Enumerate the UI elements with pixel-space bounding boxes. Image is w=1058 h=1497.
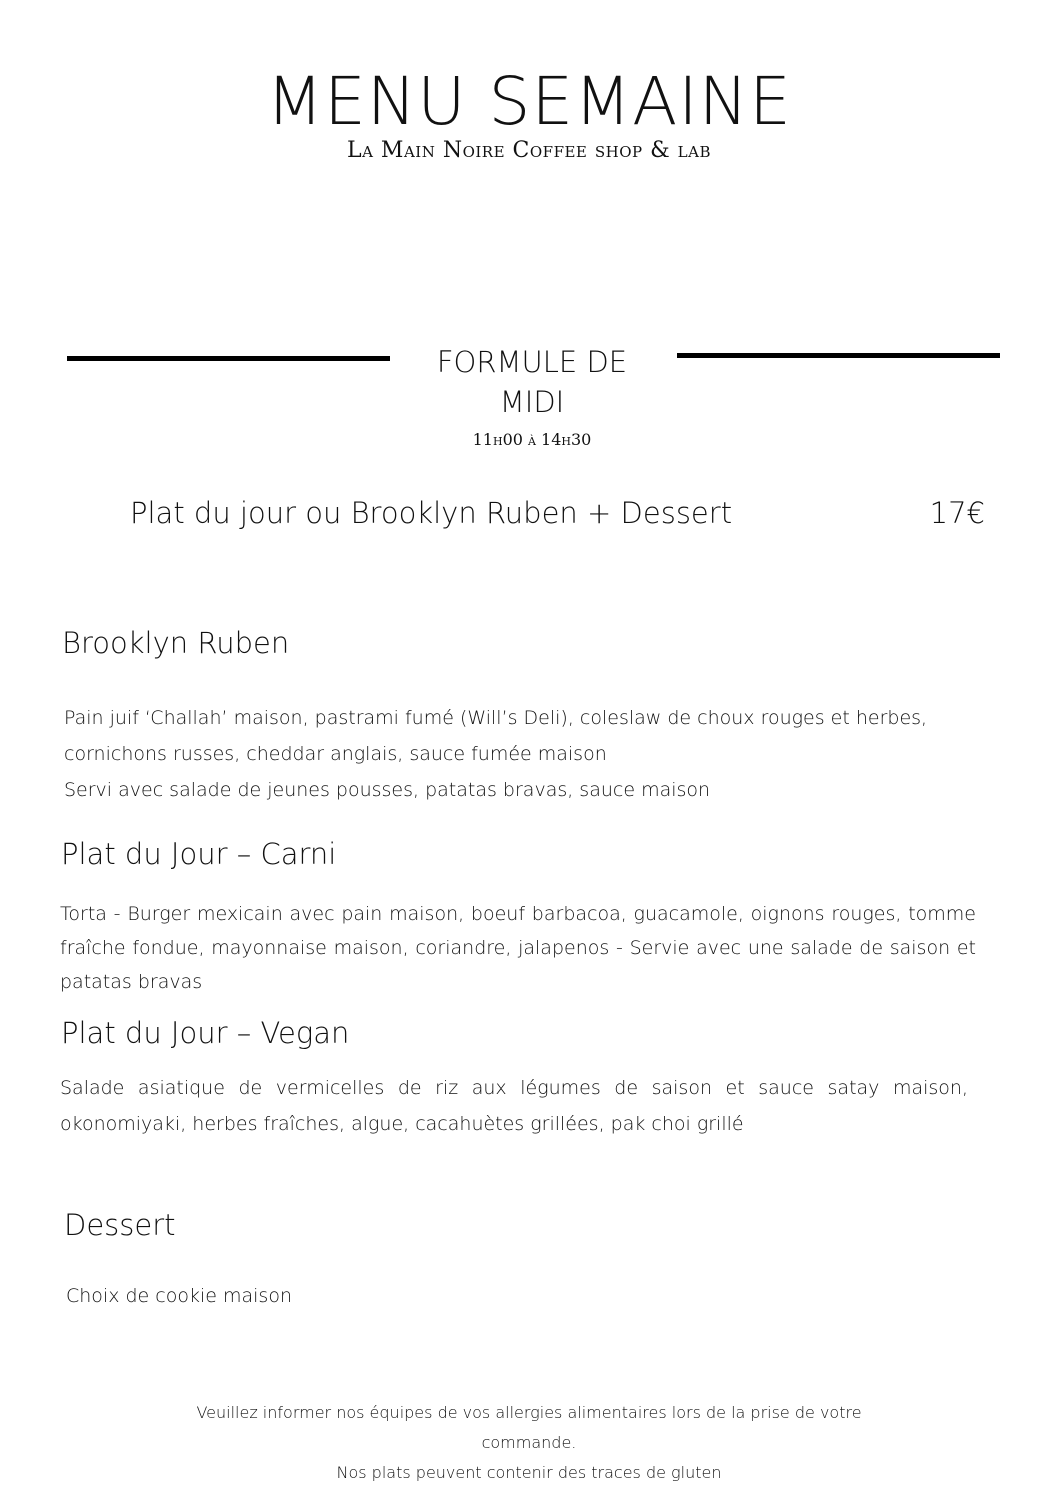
ruben-desc-line: cornichons russes, cheddar anglais, sauce fumée maison	[64, 743, 607, 765]
divider-left	[67, 356, 390, 361]
divider-right	[677, 353, 1000, 358]
page-title: MENU SEMAINE	[266, 63, 792, 140]
formule-title	[400, 342, 664, 422]
formule-hours: 11h00 à 14h30	[472, 430, 592, 449]
section-desc-carni: Torta - Burger mexicain avec pain maison, boeuf barbacoa, guacamole, oignons rouges, tomme fraîche fondue, mayonnaise maison, coriandre, jalapenos - Servie avec une salade de saison et patatas bravas	[60, 903, 976, 993]
offer-description: Plat du jour ou Brooklyn Ruben + Dessert	[130, 496, 733, 530]
section-desc-ruben	[64, 700, 994, 808]
section-title-carni: Plat du Jour – Carni	[61, 837, 337, 871]
allergy-notice	[150, 1398, 908, 1488]
section-title-ruben: Brooklyn Ruben	[62, 626, 290, 660]
section-desc-vegan: Salade asiatique de vermicelles de riz aux légumes de saison et sauce satay maison, okonomiyaki, herbes fraîches, algue, cacahuètes grillées, pak choi grillé	[60, 1077, 968, 1135]
gluten-notice: Nos plats peuvent contenir des traces de gluten	[336, 1463, 722, 1482]
page-subtitle: La Main Noire Coffee shop & lab	[346, 138, 712, 163]
ruben-desc-line: Pain juif ‘Challah’ maison, pastrami fumé (Will’s Deli), coleslaw de choux rouges et herbes,	[64, 707, 928, 729]
section-title-dessert: Dessert	[64, 1208, 176, 1242]
offer-price: 17€	[929, 496, 985, 530]
section-desc-dessert: Choix de cookie maison	[66, 1285, 292, 1307]
allergy-notice-line: commande.	[481, 1433, 577, 1452]
formule-title-line2: MIDI	[499, 385, 565, 419]
ruben-desc-line: Servi avec salade de jeunes pousses, patatas bravas, sauce maison	[64, 779, 711, 801]
formule-title-line1: FORMULE DE	[436, 345, 628, 379]
section-title-vegan: Plat du Jour – Vegan	[61, 1016, 350, 1050]
allergy-notice-line: Veuillez informer nos équipes de vos allergies alimentaires lors de la prise de votre	[196, 1403, 862, 1422]
